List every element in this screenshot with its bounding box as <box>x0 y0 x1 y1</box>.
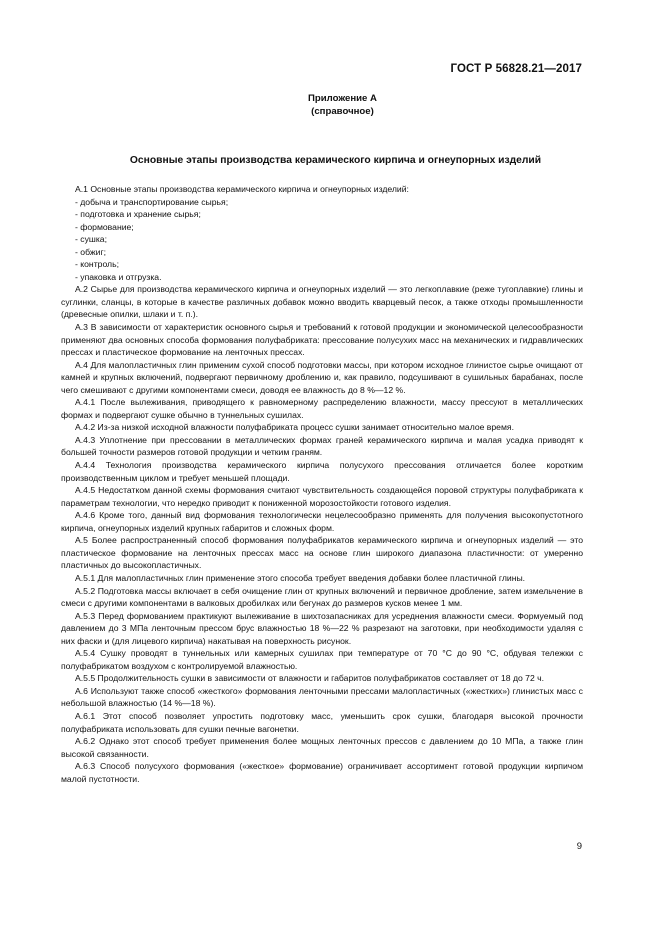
paragraph: А.4.5 Недостатком данной схемы формования считают чувствительность создающейся поровой структуры полуфабриката к параметрам технологии, что нередко приводит к пониженной морозостойкости готового изделия. <box>61 485 583 508</box>
paragraph: А.4.6 Кроме того, данный вид формования технологически нецелесообразно применять для получения высокопустотного кирпича, огнеупорных изделий крупных габаритов и сложных форм. <box>61 510 583 533</box>
list-item: - обжиг; <box>75 246 107 257</box>
paragraph: А.4.3 Уплотнение при прессовании в металлических формах граней керамического кирпича и малая усадка приводят к большей точности размеров готовой продукции и четким граням. <box>61 434 583 458</box>
body-text <box>61 183 583 785</box>
paragraph: А.6.1 Этот способ позволяет упростить подготовку масс, уменьшить срок сушки, благодаря высокой прочности полуфабриката использовать для сушки печные вагонетки. <box>61 710 583 734</box>
paragraph: А.4.4 Технология производства керамического кирпича полусухого прессования отличается более коротким производственным циклом и требует меньшей площади. <box>61 460 583 483</box>
paragraph: А.3 В зависимости от характеристик основного сырья и требований к готовой продукции и экономической целесообразности применяют два основных способа формования полуфабриката: прессование полусухих масс на механических и гидравлических прессах и пластическое формование на ленточных прессах. <box>61 322 583 358</box>
paragraph: А.5.3 Перед формованием практикуют вылеживание в шихтозапасниках для усреднения влажности смеси. Формуемый под давлением до 3 МПа ленточным прессом брус влажностью 18 %—22 % разрезают на заготовки, при необходимости удаляя с них фаски и (для лицевого кирпича) накатывая на поверхность рисунок. <box>61 610 583 646</box>
list-item: - формование; <box>75 221 134 232</box>
paragraph: А.5 Более распространенный способ формования полуфабрикатов керамического кирпича и огнеупорных изделий — это пластическое формование на ленточных прессах масс на основе глин широкого диапазона пластичности: от умеренно пластичных до высокопластичных. <box>61 535 583 571</box>
document-code: ГОСТ Р 56828.21—2017 <box>450 63 582 75</box>
paragraph: А.6.3 Способ полусухого формования («жесткое» формование) ограничивает ассортимент готовой продукции кирпичом малой пустотности. <box>61 761 583 784</box>
list-item: - подготовка и хранение сырья; <box>75 209 201 220</box>
paragraph: А.6.2 Однако этот способ требует применения более мощных ленточных прессов с давлением до 10 МПа, а также глин высокой связанности. <box>61 736 583 759</box>
paragraph: А.4 Для малопластичных глин применим сухой способ подготовки массы, при котором исходное глинистое сырье очищают от камней и крупных включений, подвергают первичному дроблению и, как правило, подсушивают в сушильных барабанах, после чего смешивают с другими компонентами смеси, доводя ее влажность до 8 %—12 %. <box>61 359 583 395</box>
paragraph: А.5.2 Подготовка массы включает в себя очищение глин от крупных включений и первичное дробление, затем измельчение в смеси с другими компонентами в валковых дробилках или бегунах до размеров кусков менее 1 мм. <box>61 585 583 609</box>
paragraph: А.2 Сырье для производства керамического кирпича и огнеупорных изделий — это легкоплавкие (реже тугоплавкие) глины и суглинки, сланцы, в которые в качестве различных добавок можно вводить кварцевый песок, а также отходы промышленности (древесные опилки, шлаки и т. п.). <box>61 284 583 320</box>
paragraph: А.6 Используют также способ «жесткого» формования ленточными прессами малопластичных («жестких») глинистых масс с небольшой влажностью (14 %—18 %). <box>61 685 583 709</box>
paragraph: А.5.1 Для малопластичных глин применение этого способа требует введения добавки более пластичной глины. <box>75 572 526 583</box>
annex-subtitle: (справочное) <box>311 106 374 117</box>
paragraph: А.4.2 Из-за низкой исходной влажности полуфабриката процесс сушки занимает относительно малое время. <box>75 422 514 433</box>
paragraph: А.5.4 Сушку проводят в туннельных или камерных сушилах при температуре от 70 °С до 90 °С, обдувая тележки с полуфабрикатом воздухом с контролируемой влажностью. <box>61 648 583 671</box>
annex-title: Приложение А <box>308 93 377 104</box>
paragraph: А.1 Основные этапы производства керамического кирпича и огнеупорных изделий: <box>75 184 409 194</box>
list-item: - добыча и транспортирование сырья; <box>75 196 229 207</box>
paragraph: А.5.5 Продолжительность сушки в зависимости от влажности и габаритов полуфабрикатов составляет от 18 до 72 ч. <box>75 673 545 684</box>
section-heading: Основные этапы производства керамического кирпича и огнеупорных изделий <box>129 155 542 166</box>
page-number: 9 <box>576 841 582 852</box>
list-item: - сушка; <box>75 234 107 245</box>
annex-header <box>0 92 661 118</box>
list-item: - упаковка и отгрузка. <box>75 271 162 282</box>
paragraph: А.4.1 После вылеживания, приводящего к равномерному распределению влажности, массу прессуют в металлических формах и подвергают сушке обычно в туннельных сушилах. <box>61 397 583 420</box>
list-item: - контроль; <box>75 259 119 270</box>
